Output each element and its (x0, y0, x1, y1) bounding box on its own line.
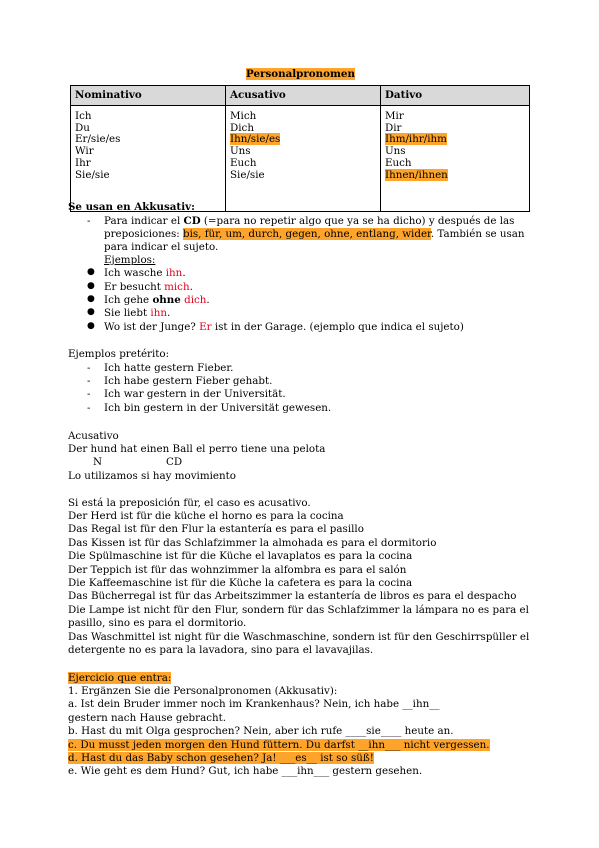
table-cell-item: Sie/sie (75, 168, 110, 181)
table-cell-item: Du (75, 121, 90, 134)
table-cell-item: Dir (385, 121, 402, 134)
table-cell-item: Ich (75, 110, 92, 122)
bullet-icon: ● (87, 307, 95, 317)
highlighted-pronoun: Ihm/ihr/ihm (385, 133, 447, 146)
bullet-icon: ● (87, 321, 95, 331)
nominativo-marker: N (93, 456, 103, 468)
list-item: Er besucht mich. (104, 281, 193, 293)
text-line: Die Kaffeemaschine ist für die Küche la cafetera es para la cocina (68, 577, 413, 589)
dash-marker: - (87, 388, 91, 400)
list-item: Sie liebt ihn. (104, 307, 171, 319)
list-item: Ich gehe ohne dich. (104, 294, 210, 306)
table-cell-item: Mich (230, 110, 257, 122)
table-cell-item (230, 134, 376, 146)
list-item: Wo ist der Junge? Er ist in der Garage. (ejemplo que indica el sujeto) (104, 321, 464, 333)
text-line: Das Bücherregal ist für das Arbeitszimmer la estantería de libros es para el despacho (68, 590, 517, 602)
akkusativ-rule-line: Para indicar el CD (=para no repetir algo que ya se ha dicho) y después de las (104, 215, 515, 227)
header-nominativo: Nominativo (71, 86, 226, 106)
text-line: Der Teppich ist für das wohnzimmer la alfombra es para el salón (68, 564, 407, 576)
text-line: Si está la preposición für, el caso es acusativo. (68, 497, 311, 509)
acusativo-cell (226, 106, 381, 212)
exercise-heading: Ejercicio que entra: (68, 672, 172, 684)
acusativo-heading: Acusativo (68, 430, 119, 442)
table-cell-item: Sie/sie (230, 168, 265, 181)
acusativo-note: Lo utilizamos si hay movimiento (68, 470, 236, 482)
highlighted-pronoun: Ihnen/ihnen (385, 168, 448, 181)
nominativo-cell (71, 106, 226, 212)
exercise-intro: 1. Ergänzen Sie die Personalpronomen (Akkusativ): (68, 685, 338, 697)
akkusativ-heading: Se usan en Akkusativ: (68, 201, 195, 213)
table-cell-item: Mir (385, 110, 404, 122)
text-line: Das Kissen ist für das Schlafzimmer la almohada es para el dormitorio (68, 537, 437, 549)
table-cell-item: Er/sie/es (75, 133, 121, 146)
list-item: Ich war gestern in der Universität. (104, 388, 286, 400)
exercise-line: gestern nach Hause gebracht. (68, 712, 227, 724)
cd-marker: CD (166, 456, 183, 468)
table-cell-item (385, 134, 525, 146)
text-line: Das Waschmittel ist night für die Waschmaschine, sondern ist für den Geschirrspüller el (68, 631, 530, 643)
exercise-line: a. Ist dein Bruder immer noch im Krankenhaus? Nein, ich habe __ihn__ (68, 698, 440, 710)
page-title: Personalpronomen (246, 68, 355, 80)
list-item: Ich bin gestern in der Universität gewesen. (104, 402, 332, 414)
table-cell-item: Ihr (75, 156, 91, 169)
table-cell-item: Wir (75, 145, 94, 158)
table-cell-item: Euch (385, 156, 412, 169)
table-cell-item: Uns (230, 145, 251, 158)
akkusativ-rule-line: para indicar el sujeto. (104, 241, 219, 253)
acusativo-example: Der hund hat einen Ball el perro tiene una pelota (68, 443, 326, 455)
exercise-line: b. Hast du mit Olga gesprochen? Nein, aber ich rufe ____sie____ heute an. (68, 725, 454, 737)
text-line: Das Regal ist für den Flur la estantería es para el pasillo (68, 523, 364, 535)
table-cell-item: Uns (385, 145, 406, 158)
header-acusativo: Acusativo (226, 86, 381, 106)
text-line: Der Herd ist für die küche el horno es para la cocina (68, 510, 344, 522)
examples-label: Ejemplos: (104, 254, 156, 266)
table-cell-item: Euch (230, 156, 257, 169)
dativo-cell (381, 106, 530, 212)
header-dativo: Dativo (381, 86, 530, 106)
highlighted-pronoun: Ihn/sie/es (230, 133, 281, 146)
bullet-icon: ● (87, 267, 95, 277)
dash-marker: - (87, 402, 91, 414)
akkusativ-rule-line: preposiciones: bis, für, um, durch, gegen, ohne, entlang, wider. También se usan (104, 228, 525, 240)
table-cell-item: Dich (230, 121, 254, 134)
pronoun-table (70, 85, 530, 212)
list-item: Ich hatte gestern Fieber. (104, 362, 234, 374)
table-cell-item (385, 170, 525, 182)
list-item: Ich habe gestern Fieber gehabt. (104, 375, 273, 387)
text-line: Die Lampe ist nicht für den Flur, sondern für das Schlafzimmer la lámpara no es para el (68, 604, 529, 616)
table-header-row (71, 86, 530, 106)
dash-marker: - (87, 375, 91, 387)
preterito-heading: Ejemplos pretérito: (68, 348, 170, 360)
exercise-line: d. Hast du das Baby schon gesehen? Ja! ___es__ ist so süß! (68, 752, 374, 764)
prepositions-highlight: bis, für, um, durch, gegen, ohne, entlang, wider (183, 228, 431, 240)
bullet-icon: ● (87, 281, 95, 291)
exercise-line: c. Du musst jeden morgen den Hund füttern. Du darfst __ihn___ nicht vergessen. (68, 739, 490, 751)
exercise-line: e. Wie geht es dem Hund? Gut, ich habe ___ihn___ gestern gesehen. (68, 765, 423, 777)
dash-marker: - (87, 215, 91, 227)
bullet-icon: ● (87, 294, 95, 304)
table-row (71, 106, 530, 212)
dash-marker: - (87, 362, 91, 374)
text-line: pasillo, sino es para el dormitorio. (68, 617, 247, 629)
list-item: Ich wasche ihn. (104, 267, 186, 279)
text-line: detergente no es para la lavadora, sino para el lavavajilas. (68, 644, 374, 656)
text-line: Die Spülmaschine ist für die Küche el lavaplatos es para la cocina (68, 550, 413, 562)
